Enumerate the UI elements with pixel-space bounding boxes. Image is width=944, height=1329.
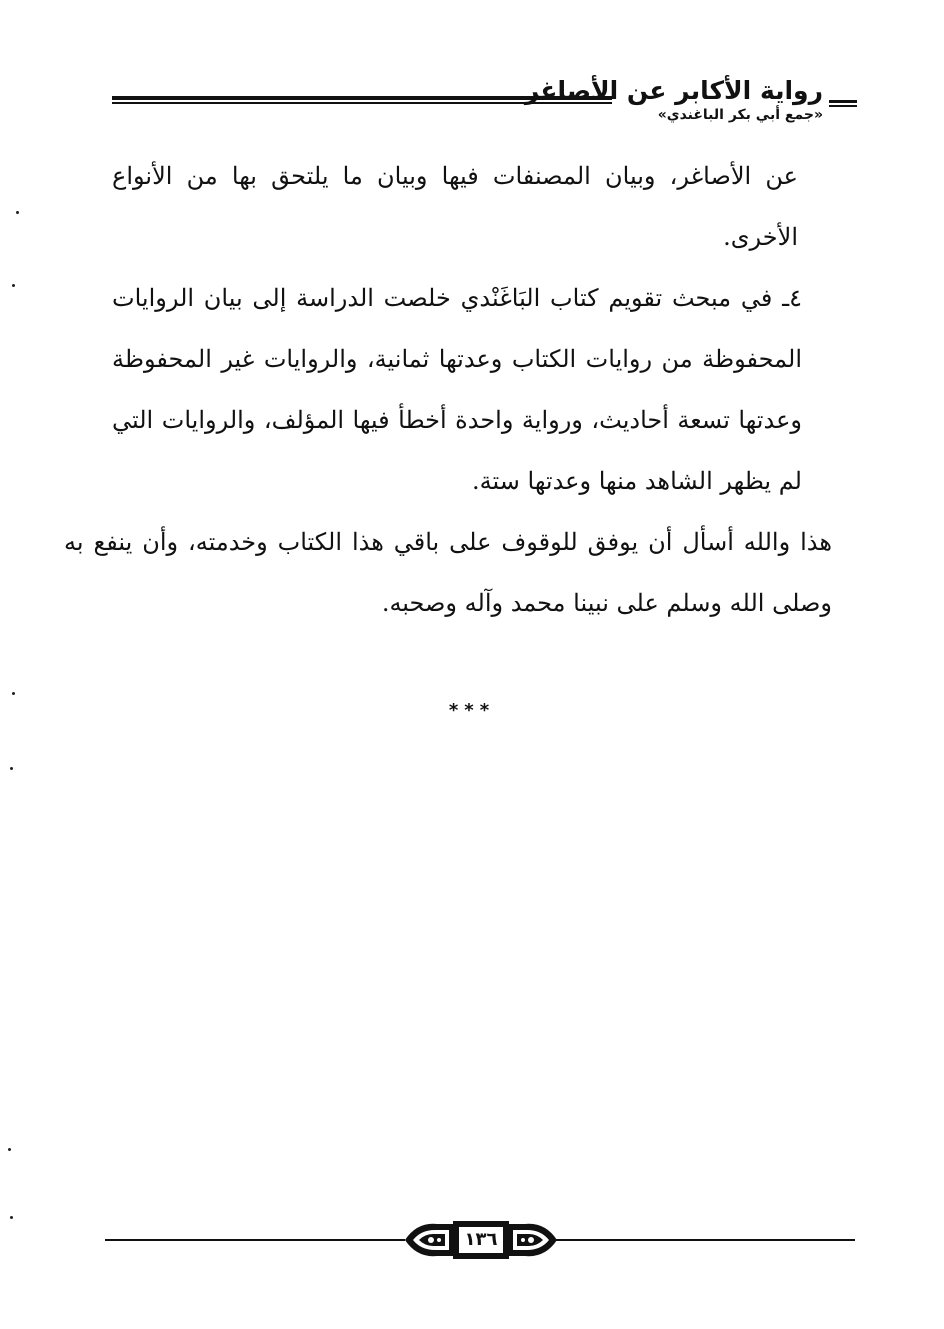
footer-rule-left [105, 1239, 405, 1241]
running-header [112, 70, 857, 130]
section-separator: *** [448, 700, 496, 721]
scan-speck [8, 1148, 11, 1151]
paragraph-item-4: ٤ـ في مبحث تقويم كتاب البَاغَنْدي خلصت الدراسة إلى بيان الروايات المحفوظة من روايات الكتاب وعدتها ثمانية، والروايات غير المحفوظة وعدتها تسعة أحاديث، ورواية واحدة أخطأ فيها المؤلف، والروايات التي لم يظهر الشاهد منها وعدتها ستة. [112, 284, 802, 495]
scan-speck [10, 1216, 13, 1219]
page-number: ١٣٦ [457, 1225, 505, 1255]
scan-speck [12, 284, 15, 287]
scan-speck [10, 767, 13, 770]
paragraph-continuation: عن الأصاغر، وبيان المصنفات فيها وبيان ما يلتحق بها من الأنواع الأخرى. [112, 162, 798, 251]
page-footer [105, 1210, 855, 1270]
page-number-ornament [403, 1216, 559, 1264]
page-body [64, 146, 832, 634]
footer-rule-right [555, 1239, 855, 1241]
paragraph-closing: هذا والله أسأل أن يوفق للوقوف على باقي هذا الكتاب وخدمته، وأن ينفع به وصلى الله وسلم على نبينا محمد وآله وصحبه. [64, 528, 832, 617]
header-dash [829, 100, 857, 107]
scan-speck [12, 692, 15, 695]
book-subtitle: «جمع أبي بكر الباغندي» [657, 107, 823, 123]
header-rule [112, 96, 612, 104]
scan-speck [16, 211, 19, 214]
book-title: رواية الأكابر عن الأصاغر [524, 76, 823, 105]
